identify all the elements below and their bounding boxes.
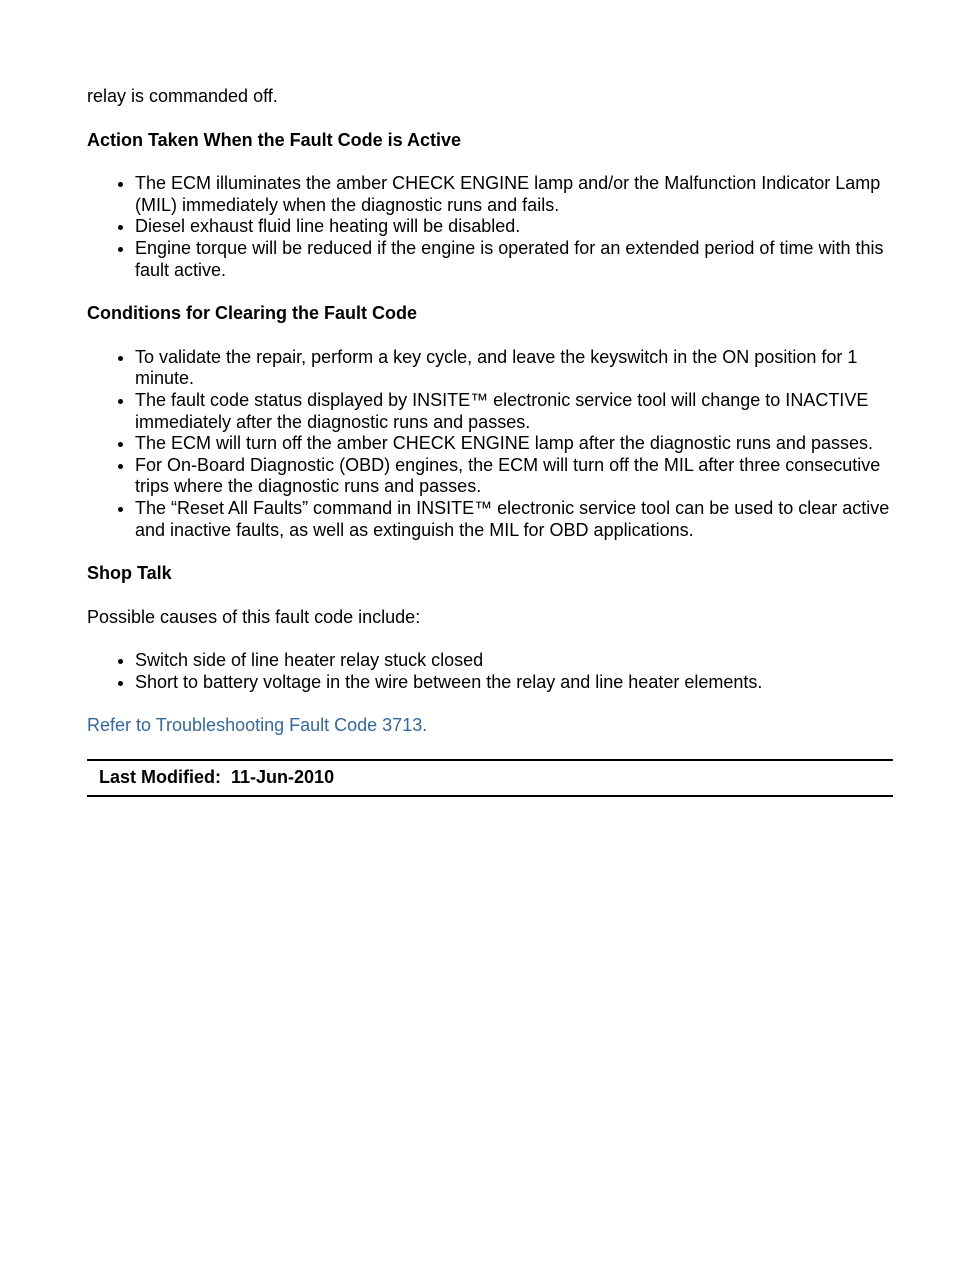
troubleshooting-link-line xyxy=(87,715,893,737)
troubleshooting-link[interactable]: Refer to Troubleshooting Fault Code 3713. xyxy=(87,715,428,736)
action-list xyxy=(87,173,893,281)
shop-talk-heading: Shop Talk xyxy=(87,563,172,584)
list-item: • To validate the repair, perform a key cycle, and leave the keyswitch in the ON position for 1 minute. xyxy=(135,347,893,390)
clearing-list xyxy=(87,347,893,541)
last-modified-bar xyxy=(87,759,893,797)
list-item: • Engine torque will be reduced if the engine is operated for an extended period of time with this fault active. xyxy=(135,238,893,281)
document-body xyxy=(87,86,893,797)
list-item: • Switch side of line heater relay stuck closed xyxy=(135,650,893,672)
action-heading: Action Taken When the Fault Code is Active xyxy=(87,129,462,150)
list-item: • The fault code status displayed by INSITE™ electronic service tool will change to INACTIVE immediately after the diagnostic runs and passes. xyxy=(135,390,893,433)
list-item: • The “Reset All Faults” command in INSITE™ electronic service tool can be used to clear active and inactive faults, as well as extinguish the MIL for OBD applications. xyxy=(135,498,893,541)
list-item: • Short to battery voltage in the wire between the relay and line heater elements. xyxy=(135,672,893,694)
clearing-heading: Conditions for Clearing the Fault Code xyxy=(87,303,417,324)
last-modified-date: 11-Jun-2010 xyxy=(231,767,335,788)
list-item: • The ECM illuminates the amber CHECK ENGINE lamp and/or the Malfunction Indicator Lamp (MIL) immediately when the diagnostic runs and fails. xyxy=(135,173,893,216)
list-item: • The ECM will turn off the amber CHECK ENGINE lamp after the diagnostic runs and passes. xyxy=(135,433,893,455)
shop-talk-list xyxy=(87,650,893,693)
intro-tail-text: relay is commanded off. xyxy=(87,86,278,106)
last-modified-label: Last Modified: xyxy=(99,767,221,788)
list-item: • For On-Board Diagnostic (OBD) engines, the ECM will turn off the MIL after three consecutive trips where the diagnostic runs and passes. xyxy=(135,455,893,498)
list-item: • Diesel exhaust fluid line heating will be disabled. xyxy=(135,216,893,238)
shop-talk-intro: Possible causes of this fault code include: xyxy=(87,606,421,627)
